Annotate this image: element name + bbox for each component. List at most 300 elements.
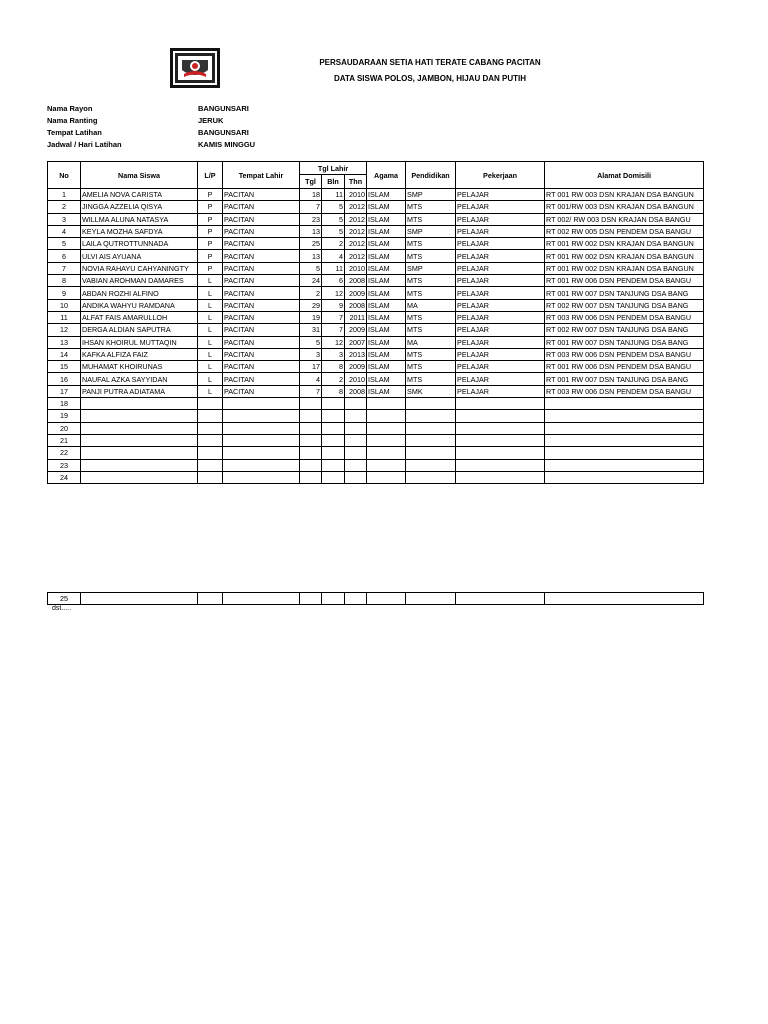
cell-alamat: RT 002 RW 007 DSN TANJUNG DSA BANG [545, 299, 704, 311]
cell-alamat [545, 447, 704, 459]
cell-thn [345, 434, 367, 446]
cell-pekerjaan [456, 434, 545, 446]
cell-tempat [223, 447, 300, 459]
cell-tempat: PACITAN [223, 238, 300, 250]
cell-thn: 2009 [345, 287, 367, 299]
cell-nama: ALFAT FAIS AMARULLOH [81, 311, 198, 323]
cell-no: 10 [48, 299, 81, 311]
cell-thn: 2012 [345, 225, 367, 237]
cell-tgl: 7 [300, 201, 322, 213]
cell-thn [345, 447, 367, 459]
cell-thn [345, 398, 367, 410]
cell-pendidikan: SMP [406, 262, 456, 274]
cell-lp: L [198, 336, 223, 348]
cell-pendidikan: MTS [406, 311, 456, 323]
cell-nama [81, 593, 198, 605]
cell-pekerjaan [456, 593, 545, 605]
table-row [48, 410, 704, 422]
header-agama: Agama [367, 162, 406, 189]
cell-agama: ISLAM [367, 324, 406, 336]
header-bln: Bln [322, 175, 345, 189]
cell-lp [198, 422, 223, 434]
cell-alamat [545, 459, 704, 471]
cell-bln: 2 [322, 238, 345, 250]
cell-pekerjaan: PELAJAR [456, 299, 545, 311]
cell-nama: JINGGA AZZELIA QISYA [81, 201, 198, 213]
header-tgl-lahir: Tgl Lahir [300, 162, 367, 175]
cell-lp: L [198, 299, 223, 311]
cell-lp [198, 410, 223, 422]
cell-lp: P [198, 262, 223, 274]
table-row [48, 422, 704, 434]
info-block [47, 103, 255, 151]
cell-agama: ISLAM [367, 373, 406, 385]
cell-tgl [300, 422, 322, 434]
cell-pendidikan [406, 447, 456, 459]
cell-pekerjaan: PELAJAR [456, 238, 545, 250]
student-table [47, 161, 704, 484]
cell-agama: ISLAM [367, 238, 406, 250]
cell-tempat: PACITAN [223, 348, 300, 360]
cell-tempat: PACITAN [223, 262, 300, 274]
cell-thn: 2008 [345, 275, 367, 287]
cell-bln: 12 [322, 287, 345, 299]
cell-tempat: PACITAN [223, 213, 300, 225]
cell-nama: ANDIKA WAHYU RAMDANA [81, 299, 198, 311]
cell-alamat [545, 593, 704, 605]
cell-tempat: PACITAN [223, 324, 300, 336]
cell-tempat: PACITAN [223, 287, 300, 299]
cell-pendidikan [406, 398, 456, 410]
cell-thn: 2009 [345, 324, 367, 336]
cell-nama: AMELIA NOVA CARISTA [81, 189, 198, 201]
cell-pendidikan: SMK [406, 385, 456, 397]
cell-lp: P [198, 201, 223, 213]
cell-pendidikan: MTS [406, 373, 456, 385]
info-row-tempat [47, 127, 255, 139]
cell-alamat: RT 003 RW 006 DSN PENDEM DSA BANGU [545, 311, 704, 323]
header-tempat-lahir: Tempat Lahir [223, 162, 300, 189]
cell-bln: 3 [322, 348, 345, 360]
cell-nama [81, 410, 198, 422]
table-row [48, 593, 704, 605]
cell-pendidikan: MTS [406, 201, 456, 213]
info-value: BANGUNSARI [198, 128, 249, 137]
cell-no: 25 [48, 593, 81, 605]
table-row [48, 238, 704, 250]
cell-pendidikan [406, 593, 456, 605]
cell-nama: KAFKA ALFIZA FAIZ [81, 348, 198, 360]
cell-alamat [545, 471, 704, 483]
cell-nama: ABDAN ROZHI ALFINO [81, 287, 198, 299]
cell-bln [322, 398, 345, 410]
cell-tgl: 3 [300, 348, 322, 360]
cell-thn: 2013 [345, 348, 367, 360]
organization-title: PERSAUDARAAN SETIA HATI TERATE CABANG PACITAN [319, 58, 541, 67]
cell-alamat [545, 434, 704, 446]
cell-agama: ISLAM [367, 385, 406, 397]
cell-tgl [300, 447, 322, 459]
cell-lp: P [198, 189, 223, 201]
cell-agama: ISLAM [367, 299, 406, 311]
cell-tgl: 13 [300, 225, 322, 237]
cell-no: 20 [48, 422, 81, 434]
cell-tempat: PACITAN [223, 189, 300, 201]
header-pekerjaan: Pekerjaan [456, 162, 545, 189]
student-table-continued [47, 592, 704, 605]
cell-agama: ISLAM [367, 262, 406, 274]
cell-pekerjaan: PELAJAR [456, 336, 545, 348]
info-label: Tempat Latihan [47, 128, 102, 137]
student-table-continued-body [48, 593, 704, 605]
header-tgl: Tgl [300, 175, 322, 189]
header-lp: L/P [198, 162, 223, 189]
cell-alamat: RT 001 RW 002 DSN KRAJAN DSA BANGUN [545, 250, 704, 262]
cell-no: 4 [48, 225, 81, 237]
cell-bln: 8 [322, 361, 345, 373]
cell-no: 12 [48, 324, 81, 336]
table-row [48, 361, 704, 373]
table-row [48, 287, 704, 299]
cell-tgl: 13 [300, 250, 322, 262]
cell-pekerjaan: PELAJAR [456, 348, 545, 360]
table-row [48, 373, 704, 385]
cell-tempat: PACITAN [223, 373, 300, 385]
cell-agama: ISLAM [367, 336, 406, 348]
cell-tgl [300, 398, 322, 410]
cell-tempat: PACITAN [223, 299, 300, 311]
cell-thn: 2008 [345, 299, 367, 311]
cell-pekerjaan: PELAJAR [456, 275, 545, 287]
cell-tgl: 31 [300, 324, 322, 336]
cell-alamat: RT 001 RW 002 DSN KRAJAN DSA BANGUN [545, 238, 704, 250]
cell-no: 22 [48, 447, 81, 459]
cell-tgl: 18 [300, 189, 322, 201]
cell-alamat [545, 398, 704, 410]
table-row [48, 250, 704, 262]
cell-tgl: 4 [300, 373, 322, 385]
cell-no: 6 [48, 250, 81, 262]
cell-pendidikan: MA [406, 336, 456, 348]
cell-no: 2 [48, 201, 81, 213]
cell-thn: 2010 [345, 262, 367, 274]
header-nama-siswa: Nama Siswa [81, 162, 198, 189]
cell-pendidikan: MTS [406, 275, 456, 287]
table-row [48, 459, 704, 471]
cell-bln [322, 459, 345, 471]
table-row [48, 385, 704, 397]
cell-agama: ISLAM [367, 311, 406, 323]
table-row [48, 189, 704, 201]
cell-alamat: RT 001 RW 007 DSN TANJUNG DSA BANG [545, 373, 704, 385]
cell-nama: KEYLA MOZHA SAFDYA [81, 225, 198, 237]
cell-tgl [300, 471, 322, 483]
cell-alamat: RT 002 RW 005 DSN PENDEM DSA BANGU [545, 225, 704, 237]
cell-alamat: RT 003 RW 006 DSN PENDEM DSA BANGU [545, 348, 704, 360]
cell-lp [198, 593, 223, 605]
cell-pekerjaan: PELAJAR [456, 385, 545, 397]
cell-no: 19 [48, 410, 81, 422]
cell-tempat [223, 434, 300, 446]
cell-agama: ISLAM [367, 189, 406, 201]
cell-nama [81, 459, 198, 471]
cell-no: 24 [48, 471, 81, 483]
cell-bln: 2 [322, 373, 345, 385]
cell-tgl: 25 [300, 238, 322, 250]
cell-no: 21 [48, 434, 81, 446]
cell-bln: 6 [322, 275, 345, 287]
cell-bln: 8 [322, 385, 345, 397]
cell-bln [322, 434, 345, 446]
cell-no: 17 [48, 385, 81, 397]
cell-nama: LAILA QUTROTTUNNADA [81, 238, 198, 250]
cell-nama: NOVIA RAHAYU CAHYANINGTY [81, 262, 198, 274]
cell-alamat: RT 001 RW 006 DSN PENDEM DSA BANGU [545, 361, 704, 373]
cell-pendidikan: MA [406, 299, 456, 311]
cell-alamat: RT 001/RW 003 DSN KRAJAN DSA BANGUN [545, 201, 704, 213]
cell-pekerjaan [456, 398, 545, 410]
cell-pendidikan: MTS [406, 324, 456, 336]
cell-nama: MUHAMAT KHOIRUNAS [81, 361, 198, 373]
cell-agama [367, 398, 406, 410]
cell-thn: 2012 [345, 238, 367, 250]
cell-agama [367, 434, 406, 446]
cell-alamat: RT 002/ RW 003 DSN KRAJAN DSA BANGU [545, 213, 704, 225]
cell-agama [367, 471, 406, 483]
info-row-rayon [47, 103, 255, 115]
cell-pekerjaan: PELAJAR [456, 287, 545, 299]
table-row [48, 324, 704, 336]
cell-bln: 9 [322, 299, 345, 311]
cell-tempat [223, 459, 300, 471]
cell-bln: 11 [322, 262, 345, 274]
cell-no: 9 [48, 287, 81, 299]
cell-tempat: PACITAN [223, 201, 300, 213]
cell-alamat: RT 001 RW 006 DSN PENDEM DSA BANGU [545, 275, 704, 287]
cell-tempat [223, 593, 300, 605]
cell-pekerjaan: PELAJAR [456, 373, 545, 385]
cell-alamat: RT 002 RW 007 DSN TANJUNG DSA BANG [545, 324, 704, 336]
table-row [48, 398, 704, 410]
cell-pekerjaan: PELAJAR [456, 324, 545, 336]
cell-agama [367, 447, 406, 459]
cell-lp [198, 434, 223, 446]
cell-pekerjaan: PELAJAR [456, 189, 545, 201]
cell-bln: 7 [322, 324, 345, 336]
info-value: BANGUNSARI [198, 104, 249, 113]
table-row [48, 201, 704, 213]
cell-pendidikan: MTS [406, 250, 456, 262]
cell-tgl: 23 [300, 213, 322, 225]
cell-agama [367, 593, 406, 605]
document-title: DATA SISWA POLOS, JAMBON, HIJAU DAN PUTIH [333, 74, 526, 83]
cell-nama [81, 398, 198, 410]
cell-tempat: PACITAN [223, 336, 300, 348]
cell-pendidikan [406, 471, 456, 483]
cell-pekerjaan [456, 410, 545, 422]
cell-tgl: 5 [300, 336, 322, 348]
cell-pendidikan: SMP [406, 189, 456, 201]
cell-tgl: 5 [300, 262, 322, 274]
cell-tempat: PACITAN [223, 311, 300, 323]
organization-logo [170, 48, 220, 88]
cell-tempat [223, 410, 300, 422]
cell-bln [322, 410, 345, 422]
cell-agama [367, 410, 406, 422]
table-row [48, 299, 704, 311]
cell-nama [81, 422, 198, 434]
cell-pendidikan: MTS [406, 238, 456, 250]
cell-tgl [300, 459, 322, 471]
info-label: Nama Ranting [47, 116, 98, 125]
cell-tempat: PACITAN [223, 361, 300, 373]
cell-lp: L [198, 287, 223, 299]
cell-no: 16 [48, 373, 81, 385]
cell-nama: DERGA ALDIAN SAPUTRA [81, 324, 198, 336]
table-row [48, 471, 704, 483]
table-row [48, 447, 704, 459]
cell-tgl [300, 593, 322, 605]
cell-tgl [300, 410, 322, 422]
cell-alamat: RT 003 RW 006 DSN PENDEM DSA BANGU [545, 385, 704, 397]
cell-lp: L [198, 275, 223, 287]
cell-tempat [223, 398, 300, 410]
cell-no: 1 [48, 189, 81, 201]
cell-lp [198, 398, 223, 410]
cell-pekerjaan: PELAJAR [456, 311, 545, 323]
cell-pekerjaan: PELAJAR [456, 361, 545, 373]
cell-bln: 7 [322, 311, 345, 323]
cell-pendidikan [406, 410, 456, 422]
cell-no: 23 [48, 459, 81, 471]
cell-agama: ISLAM [367, 287, 406, 299]
table-row [48, 434, 704, 446]
cell-no: 8 [48, 275, 81, 287]
cell-tempat: PACITAN [223, 275, 300, 287]
info-value: JERUK [198, 116, 224, 125]
cell-thn: 2010 [345, 189, 367, 201]
cell-pendidikan: MTS [406, 361, 456, 373]
cell-bln [322, 471, 345, 483]
cell-lp [198, 447, 223, 459]
cell-nama: ULVI AIS AYUANA [81, 250, 198, 262]
info-row-jadwal [47, 139, 255, 151]
cell-no: 7 [48, 262, 81, 274]
header-alamat-domisili: Alamat Domisili [545, 162, 704, 189]
cell-thn: 2012 [345, 250, 367, 262]
cell-lp: P [198, 238, 223, 250]
cell-nama [81, 434, 198, 446]
info-row-ranting [47, 115, 255, 127]
cell-thn: 2008 [345, 385, 367, 397]
cell-bln: 5 [322, 225, 345, 237]
cell-agama [367, 459, 406, 471]
cell-bln: 4 [322, 250, 345, 262]
cell-tempat: PACITAN [223, 225, 300, 237]
cell-agama: ISLAM [367, 250, 406, 262]
cell-nama: IHSAN KHOIRUL MUTTAQIN [81, 336, 198, 348]
cell-bln: 5 [322, 201, 345, 213]
cell-thn: 2012 [345, 201, 367, 213]
table-row [48, 348, 704, 360]
info-value: KAMIS MINGGU [198, 140, 256, 149]
cell-nama [81, 447, 198, 459]
cell-pendidikan [406, 459, 456, 471]
cell-no: 18 [48, 398, 81, 410]
cell-lp: P [198, 225, 223, 237]
cell-lp: L [198, 361, 223, 373]
cell-thn [345, 459, 367, 471]
cell-thn [345, 410, 367, 422]
cell-lp: L [198, 324, 223, 336]
cell-pendidikan: MTS [406, 348, 456, 360]
cell-thn: 2011 [345, 311, 367, 323]
info-label: Nama Rayon [47, 104, 93, 113]
cell-alamat: RT 001 RW 007 DSN TANJUNG DSA BANG [545, 287, 704, 299]
cell-bln [322, 593, 345, 605]
info-label: Jadwal / Hari Latihan [47, 140, 122, 149]
cell-pendidikan: MTS [406, 213, 456, 225]
cell-thn: 2007 [345, 336, 367, 348]
cell-thn: 2009 [345, 361, 367, 373]
cell-tempat: PACITAN [223, 385, 300, 397]
cell-tempat: PACITAN [223, 250, 300, 262]
cell-no: 3 [48, 213, 81, 225]
cell-tgl: 7 [300, 385, 322, 397]
cell-pendidikan: SMP [406, 225, 456, 237]
cell-no: 15 [48, 361, 81, 373]
cell-lp: L [198, 311, 223, 323]
cell-thn [345, 422, 367, 434]
cell-no: 14 [48, 348, 81, 360]
cell-nama: PANJI PUTRA ADIATAMA [81, 385, 198, 397]
cell-agama: ISLAM [367, 361, 406, 373]
cell-pekerjaan [456, 459, 545, 471]
cell-tgl: 29 [300, 299, 322, 311]
cell-agama: ISLAM [367, 348, 406, 360]
cell-alamat [545, 410, 704, 422]
table-row [48, 311, 704, 323]
cell-thn: 2010 [345, 373, 367, 385]
cell-tempat [223, 471, 300, 483]
cell-pekerjaan: PELAJAR [456, 201, 545, 213]
continuation-note: dst..... [52, 605, 72, 612]
student-table-body [48, 189, 704, 484]
cell-nama: WILLMA ALUNA NATASYA [81, 213, 198, 225]
cell-lp: P [198, 213, 223, 225]
cell-pendidikan: MTS [406, 287, 456, 299]
header-no: No [48, 162, 81, 189]
cell-lp: P [198, 250, 223, 262]
cell-alamat: RT 001 RW 002 DSN KRAJAN DSA BANGUN [545, 262, 704, 274]
table-row [48, 275, 704, 287]
cell-agama: ISLAM [367, 275, 406, 287]
cell-alamat: RT 001 RW 003 DSN KRAJAN DSA BANGUN [545, 189, 704, 201]
cell-pekerjaan [456, 471, 545, 483]
cell-bln: 11 [322, 189, 345, 201]
cell-pekerjaan: PELAJAR [456, 250, 545, 262]
cell-thn: 2012 [345, 213, 367, 225]
cell-tgl: 19 [300, 311, 322, 323]
cell-pendidikan [406, 434, 456, 446]
table-row [48, 336, 704, 348]
cell-bln [322, 447, 345, 459]
cell-lp [198, 459, 223, 471]
cell-no: 11 [48, 311, 81, 323]
cell-pendidikan [406, 422, 456, 434]
cell-pekerjaan [456, 422, 545, 434]
cell-lp: L [198, 348, 223, 360]
